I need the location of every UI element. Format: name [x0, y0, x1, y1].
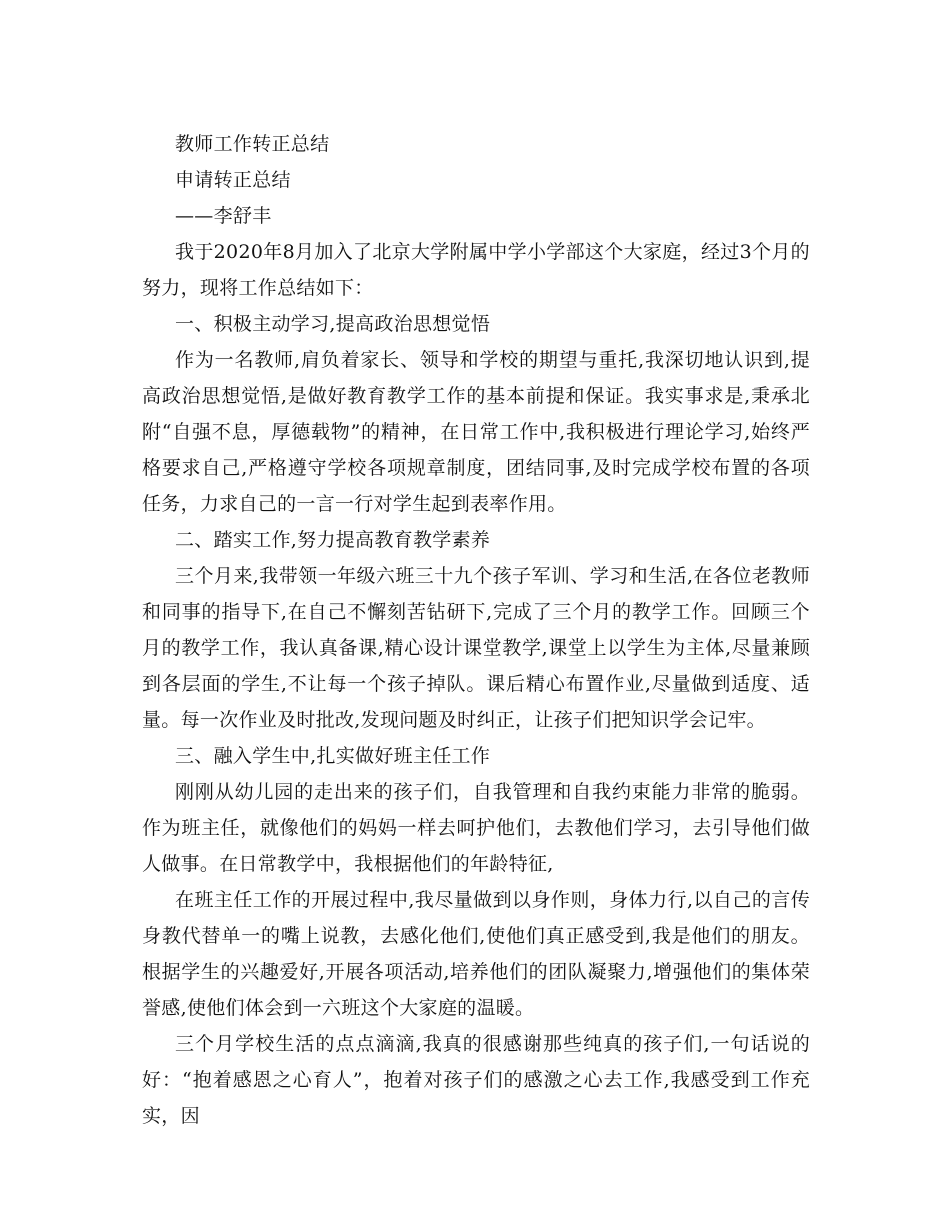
section-3-heading: 三、融入学生中,扎实做好班主任工作 [175, 745, 491, 767]
intro-paragraph: 我于2020年8月加入了北京大学附属中学小学部这个大家庭，经过3个月的努力，现将工作总结如下： [142, 241, 810, 299]
section-2-paragraph: 三个月来,我带领一年级六班三十九个孩子军训、学习和生活,在各位老教师和同事的指导下,在自己不懈刻苦钻研下,完成了三个月的教学工作。回顾三个月的教学工作，我认真备课,精心设计课堂教学,课堂上以学生为主体,尽量兼顾到各层面的学生,不让每一个孩子掉队。课后精心布置作业,尽量做到适度、适量。每一次作业及时批改,发现问题及时纠正，让孩子们把知识学会记牢。 [142, 565, 810, 731]
section-3-paragraph-1: 刚刚从幼儿园的走出来的孩子们，自我管理和自我约束能力非常的脆弱。作为班主任，就像他们的妈妈一样去呵护他们，去教他们学习，去引导他们做人做事。在日常教学中，我根据他们的年龄特征, [142, 781, 810, 875]
section-1-heading: 一、积极主动学习,提高政治思想觉悟 [175, 313, 491, 335]
section-3-paragraph-3: 三个月学校生活的点点滴滴,我真的很感谢那些纯真的孩子们,一句话说的好：“抱着感恩之心育人”，抱着对孩子们的感激之心去工作,我感受到工作充实，因 [142, 1033, 810, 1127]
section-1-paragraph: 作为一名教师,肩负着家长、领导和学校的期望与重托,我深切地认识到,提高政治思想觉悟,是做好教育教学工作的基本前提和保证。我实事求是,秉承北附“自强不息，厚德载物”的精神，在日常工作中,我积极进行理论学习,始终严格要求自己,严格遵守学校各项规章制度，团结同事,及时完成学校布置的各项任务，力求自己的一言一行对学生起到表率作用。 [142, 349, 810, 515]
document-author: ——李舒丰 [175, 205, 272, 227]
section-2-heading: 二、踏实工作,努力提高教育教学素养 [175, 529, 491, 551]
document-body [142, 126, 810, 1134]
section-3-paragraph-2: 在班主任工作的开展过程中,我尽量做到以身作则，身体力行,以自己的言传身教代替单一的嘴上说教，去感化他们,使他们真正感受到,我是他们的朋友。根据学生的兴趣爱好,开展各项活动,培养他们的团队凝聚力,增强他们的集体荣誉感,使他们体会到一六班这个大家庭的温暖。 [142, 889, 810, 1019]
document-subtitle: 申请转正总结 [175, 169, 291, 191]
document-title: 教师工作转正总结 [175, 133, 330, 155]
